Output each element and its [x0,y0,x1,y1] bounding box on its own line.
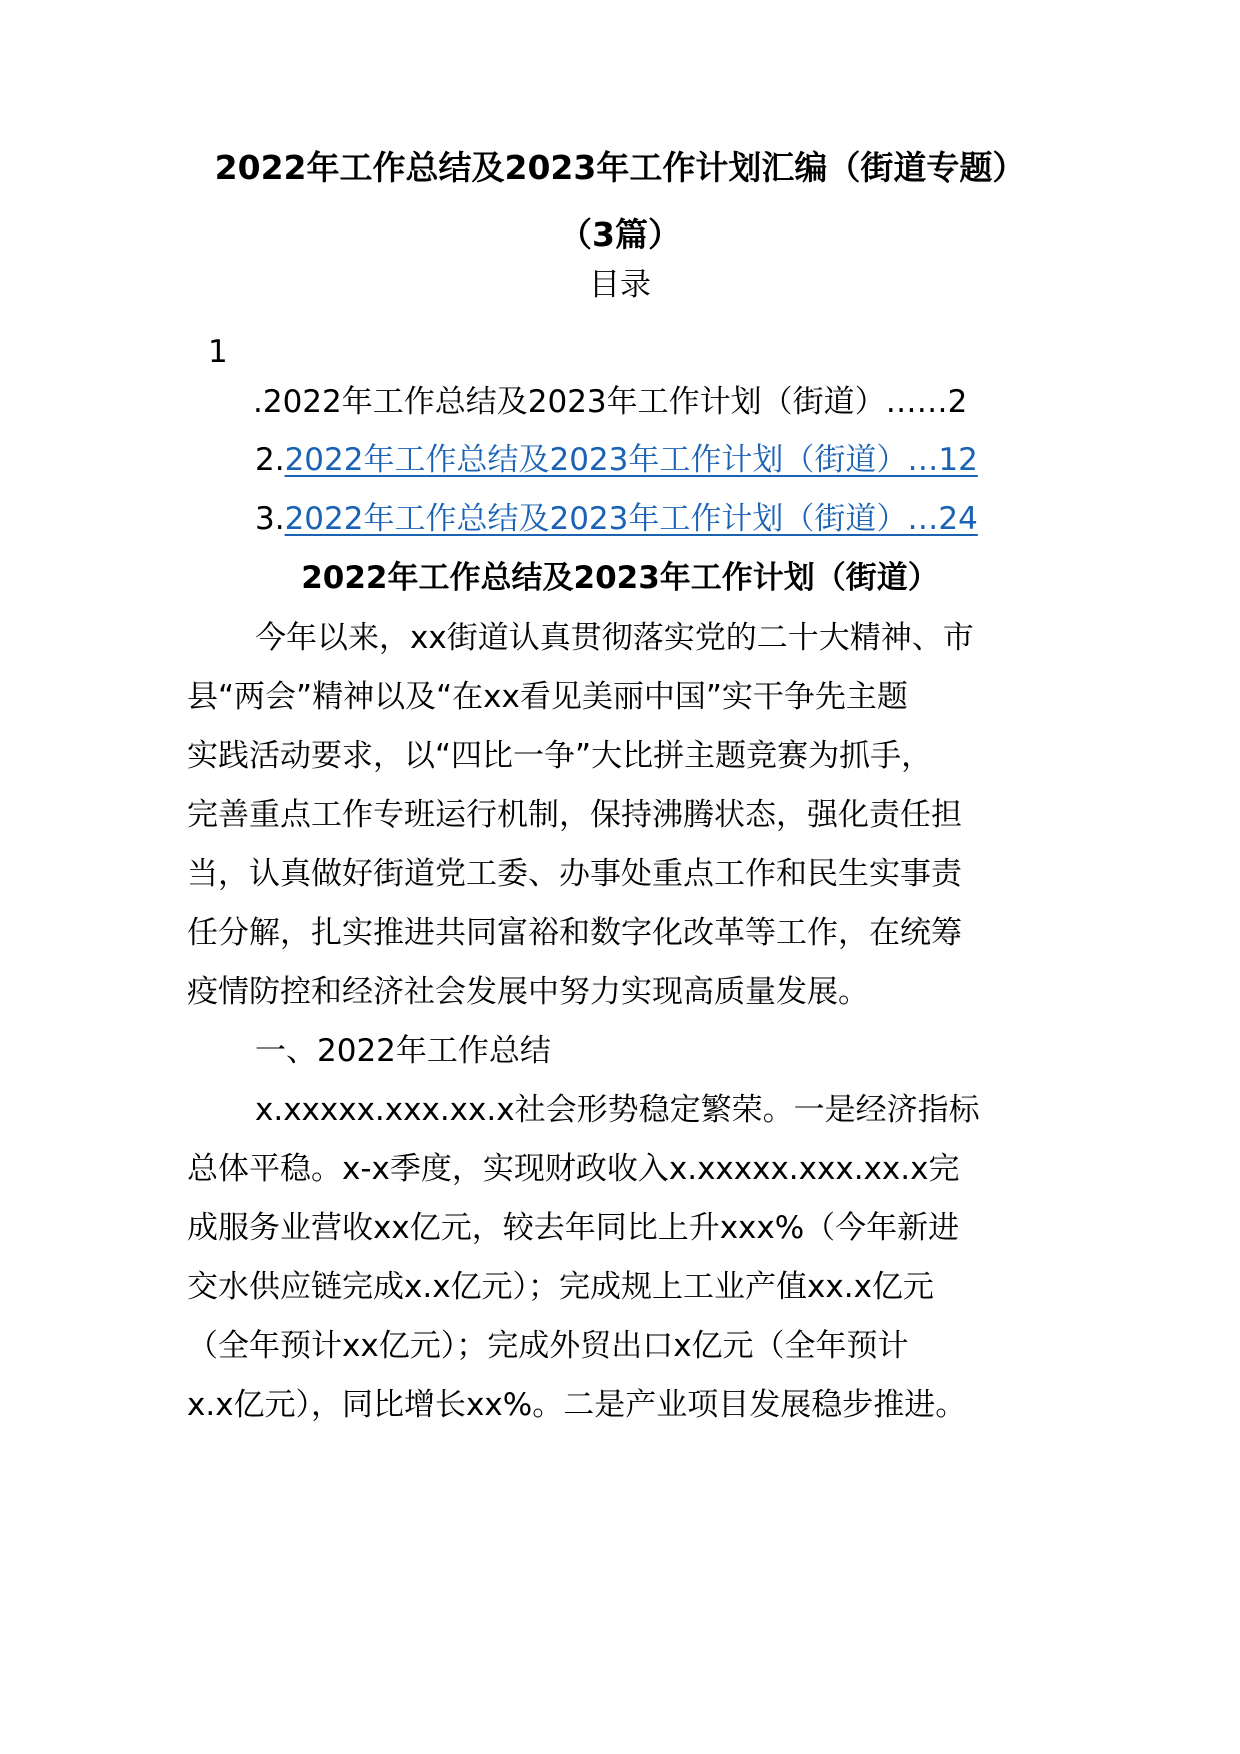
toc-item-2-link[interactable]: 2022年工作总结及2023年工作计划（街道）…12 [284,442,978,478]
paragraph-line: 完善重点工作专班运行机制，保持沸腾状态，强化责任担 [187,797,962,833]
paragraph-line: 任分解，扎实推进共同富裕和数字化改革等工作，在统筹 [187,915,962,951]
toc-item-1-number: 1 [208,334,228,370]
document-subtitle: （3篇） [559,215,681,254]
section-title: 2022年工作总结及2023年工作计划（街道） [301,560,939,596]
paragraph-line: x.x亿元），同比增长xx%。二是产业项目发展稳步推进。 [187,1387,967,1423]
document-title: 2022年工作总结及2023年工作计划汇编（街道专题） [214,148,1026,187]
paragraph-line: 今年以来，xx街道认真贯彻落实党的二十大精神、市 [255,620,974,656]
toc-item-2-number: 2. [255,442,285,478]
heading-summary-2022: 一、2022年工作总结 [255,1033,551,1069]
paragraph-line: 实践活动要求，以“四比一争”大比拼主题竞赛为抓手， [187,738,933,774]
toc-heading: 目录 [589,267,651,303]
toc-item-2[interactable] [255,440,978,480]
paragraph-line: 成服务业营收xx亿元，较去年同比上升xxx%（今年新进 [187,1210,960,1246]
paragraph-line: 交水供应链完成x.x亿元）；完成规上工业产值xx.x亿元 [187,1269,934,1305]
paragraph-line: 总体平稳。x-x季度，实现财政收入x.xxxxx.xxx.xx.x完 [187,1151,960,1187]
toc-item-3-link[interactable]: 2022年工作总结及2023年工作计划（街道）…24 [284,501,978,537]
paragraph-line: 县“两会”精神以及“在xx看见美丽中国”实干争先主题 [187,679,908,715]
paragraph-line: （全年预计xx亿元）；完成外贸出口x亿元（全年预计 [187,1328,909,1364]
toc-item-1[interactable]: .2022年工作总结及2023年工作计划（街道）……2 [253,384,968,420]
paragraph-line: 当，认真做好街道党工委、办事处重点工作和民生实事责 [187,856,962,892]
paragraph-line: x.xxxxx.xxx.xx.x社会形势稳定繁荣。一是经济指标 [255,1092,980,1128]
toc-item-3[interactable] [255,499,978,539]
paragraph-line: 疫情防控和经济社会发展中努力实现高质量发展。 [187,974,869,1010]
toc-item-3-number: 3. [255,501,285,537]
